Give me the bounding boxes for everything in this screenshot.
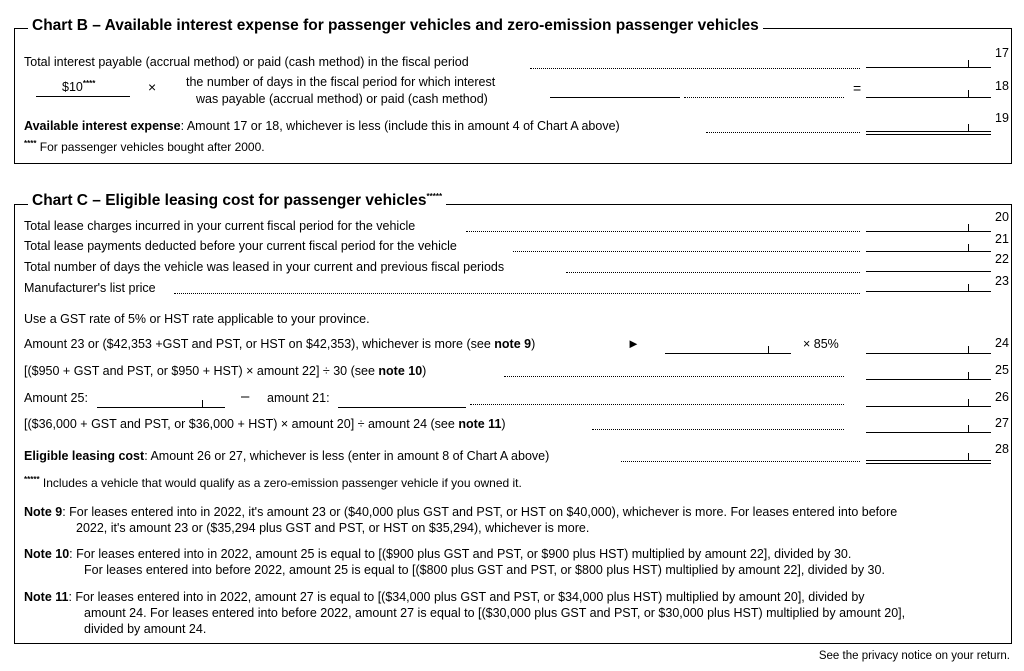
note-10-line-1: Note 10: For leases entered into in 2022, amount 25 is equal to [($900 plus GST and PST, or $900 plus HST) multiplied by amount 22], divided by 30. — [24, 547, 852, 561]
line-23-input[interactable] — [866, 274, 991, 292]
line-23-label: Manufacturer's list price — [24, 281, 156, 295]
minus-sign: – — [241, 388, 250, 405]
line-21-number: 21 — [995, 232, 1009, 246]
line-22-input[interactable] — [866, 254, 991, 272]
chart-b-footnote: **** For passenger vehicles bought after 2000. — [24, 139, 265, 154]
line-18-text-1: the number of days in the fiscal period for which interest — [186, 75, 496, 89]
line-19-number: 19 — [995, 111, 1009, 125]
arrow-icon: ► — [627, 336, 640, 351]
line-23-number: 23 — [995, 274, 1009, 288]
line-19-label: Available interest expense: Amount 17 or 18, whichever is less (include this in amount 4 of Chart A above) — [24, 119, 620, 133]
line-22-leader — [566, 272, 860, 273]
line-19-leader — [706, 132, 860, 133]
line-18-leader — [684, 97, 844, 98]
line-27-input[interactable] — [866, 415, 991, 433]
line-18-number: 18 — [995, 79, 1009, 93]
line-27-label: [($36,000 + GST and PST, or $36,000 + HST) × amount 20] ÷ amount 24 (see note 11) — [24, 417, 506, 431]
line-27-number: 27 — [995, 416, 1009, 430]
line-22-number: 22 — [995, 252, 1009, 266]
line-28-label: Eligible leasing cost: Amount 26 or 27, whichever is less (enter in amount 8 of Chart A above) — [24, 449, 550, 463]
note-10-line-2: For leases entered into before 2022, amount 25 is equal to [($800 plus GST and PST, or $800 plus HST) multiplied by amount 22], divided by 30. — [84, 563, 885, 577]
line-25-input[interactable] — [866, 362, 991, 380]
times-sign: × — [148, 79, 157, 95]
line-25-number: 25 — [995, 363, 1009, 377]
line-26-amount-21-input[interactable] — [338, 390, 466, 408]
line-25-label: [($950 + GST and PST, or $950 + HST) × amount 22] ÷ 30 (see note 10) — [24, 364, 427, 378]
note-9-line-1: Note 9: For leases entered into in 2022, it's amount 23 or ($40,000 plus GST and PST, or HST on $40,000), whichever is more. For leases entered into before — [24, 505, 898, 519]
line-20-label: Total lease charges incurred in your current fiscal period for the vehicle — [24, 219, 416, 233]
line-21-input[interactable] — [866, 234, 991, 252]
line-17-leader — [530, 68, 860, 69]
line-28-number: 28 — [995, 442, 1009, 456]
line-18-text-2: was payable (accrual method) or paid (cash method) — [196, 92, 488, 106]
line-25-leader — [504, 376, 844, 377]
days-input[interactable] — [550, 80, 680, 98]
line-26-label-b: amount 21: — [267, 391, 330, 405]
line-19-input[interactable] — [866, 114, 991, 132]
line-20-input[interactable] — [866, 214, 991, 232]
line-21-leader — [513, 251, 860, 252]
chart-b-title: Chart B – Available interest expense for passenger vehicles and zero-emission passenger vehicles — [28, 17, 763, 35]
line-24-number: 24 — [995, 336, 1009, 350]
line-26-leader — [470, 404, 844, 405]
line-17-label: Total interest payable (accrual method) or paid (cash method) in the fiscal period — [24, 55, 469, 69]
times-85-percent: × 85% — [803, 337, 839, 351]
line-26-label-a: Amount 25: — [24, 391, 88, 405]
line-26-amount-25-input[interactable] — [97, 390, 225, 408]
line-24-sub-input[interactable] — [665, 336, 791, 354]
rate-field — [36, 79, 130, 97]
line-20-number: 20 — [995, 210, 1009, 224]
privacy-notice: See the privacy notice on your return. — [818, 650, 1010, 662]
line-28-leader — [621, 461, 860, 462]
chart-c-footnote: ***** Includes a vehicle that would qualify as a zero-emission passenger vehicle if you owned it. — [24, 475, 522, 490]
note-11-line-3: divided by amount 24. — [84, 622, 207, 636]
chart-c-title: Chart C – Eligible leasing cost for passenger vehicles***** — [28, 192, 446, 210]
rate-value: $10**** — [62, 79, 96, 95]
line-18-equals: = — [853, 80, 862, 96]
line-21-label: Total lease payments deducted before your current fiscal period for the vehicle — [24, 239, 457, 253]
line-17-input[interactable] — [866, 50, 991, 68]
line-24-label: Amount 23 or ($42,353 +GST and PST, or HST on $42,353), whichever is more (see note 9) — [24, 337, 536, 351]
note-11-line-2: amount 24. For leases entered into before 2022, amount 27 is equal to [($30,000 plus GST and PST, or $30,000 plus HST) multiplied by amount 20], — [84, 606, 906, 620]
line-23-leader — [174, 293, 860, 294]
line-26-input[interactable] — [866, 389, 991, 407]
gst-rate-note: Use a GST rate of 5% or HST rate applicable to your province. — [24, 312, 370, 326]
line-28-input[interactable] — [866, 443, 991, 461]
line-20-leader — [466, 231, 860, 232]
line-18-input[interactable] — [866, 80, 991, 98]
note-9-line-2: 2022, it's amount 23 or ($35,294 plus GST and PST, or HST on $35,294), whichever is more. — [76, 521, 590, 535]
line-26-number: 26 — [995, 390, 1009, 404]
line-27-leader — [592, 429, 844, 430]
note-11-line-1: Note 11: For leases entered into in 2022, amount 27 is equal to [($34,000 plus GST and PST, or $34,000 plus HST) multiplied by amount 20], divided by — [24, 590, 865, 604]
line-17-number: 17 — [995, 46, 1009, 60]
line-22-label: Total number of days the vehicle was leased in your current and previous fiscal periods — [24, 260, 505, 274]
line-24-input[interactable] — [866, 336, 991, 354]
